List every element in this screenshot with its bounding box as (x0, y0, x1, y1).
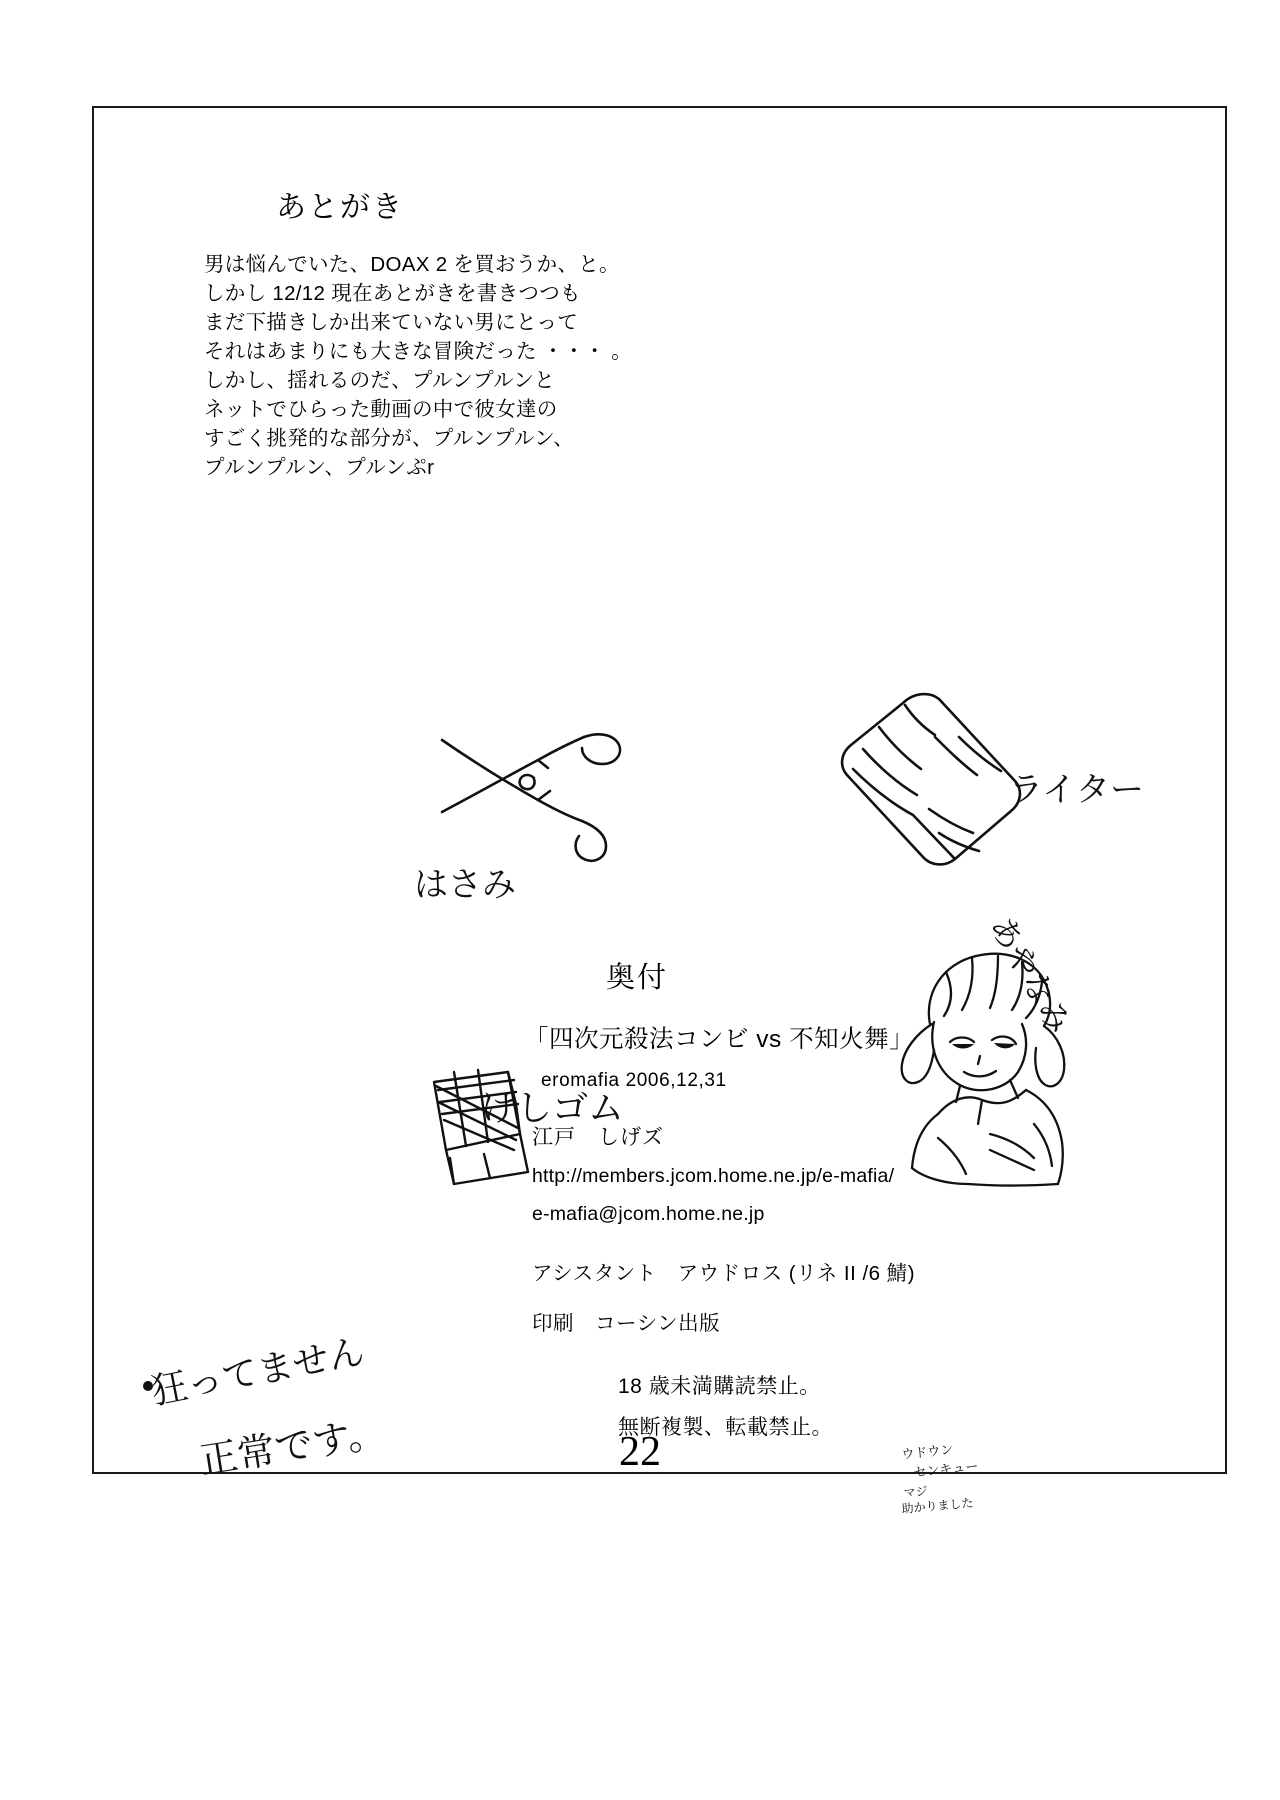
colophon-author: 江戸 しげズ (532, 1126, 664, 1149)
scissors-sketch (414, 728, 654, 928)
colophon-email: e-mafia@jcom.home.ne.jp (532, 1203, 765, 1225)
scissors-label: はさみ (414, 865, 516, 905)
girl-label: あやなみ (982, 909, 1079, 1040)
colophon-printer: 印刷 コーシン出版 (532, 1312, 721, 1335)
lighter-sketch (839, 683, 1169, 903)
afterword-body-text: 男は悩んでいた、DOAX 2 を買おうか、と。 しかし 12/12 現在あとがきを書きつつも まだ下描きしか出来ていない男にとって それはあまりにも大きな冒険だった ・・・ 。 しかし、揺れるのだ、プルンプルンと ネットでひらった動画の中で彼女達の すごく挑発的な部分が、プルンプルン、 プルンプルン、プルンぷr (204, 253, 632, 479)
note-br-line1: ウドウン (900, 1442, 955, 1463)
colophon-heading: 奥付 (606, 962, 669, 994)
girl-character-sketch (894, 909, 1174, 1198)
page-number: 22 (619, 1429, 661, 1475)
colophon-book-title: 「四次元殺法コンビ vs 不知火舞」 (524, 1026, 915, 1053)
note-bl-line1: 狂ってません (147, 1331, 368, 1413)
lighter-label: ライター (1009, 770, 1144, 810)
colophon-copyright-notice: 無断複製、転載禁止。 (618, 1416, 833, 1439)
comic-page (92, 106, 1227, 1474)
colophon-circle-date: eromafia 2006,12,31 (541, 1070, 727, 1091)
note-br-line4: 助かりました (901, 1495, 975, 1516)
eraser-label: けしゴム (480, 1088, 625, 1129)
colophon-assistant: アシスタント アウドロス (リネ II /6 鯖) (532, 1262, 916, 1285)
note-br-line3: マジ (903, 1483, 929, 1500)
note-bl-line2: 正常です。 (196, 1410, 389, 1483)
note-br-line2: センキュー (912, 1459, 980, 1481)
afterword-heading: あとがき (276, 191, 404, 224)
colophon-url: http://members.jcom.home.ne.jp/e-mafia/ (532, 1165, 895, 1187)
colophon-age-notice: 18 歳未満購読禁止。 (618, 1375, 821, 1398)
